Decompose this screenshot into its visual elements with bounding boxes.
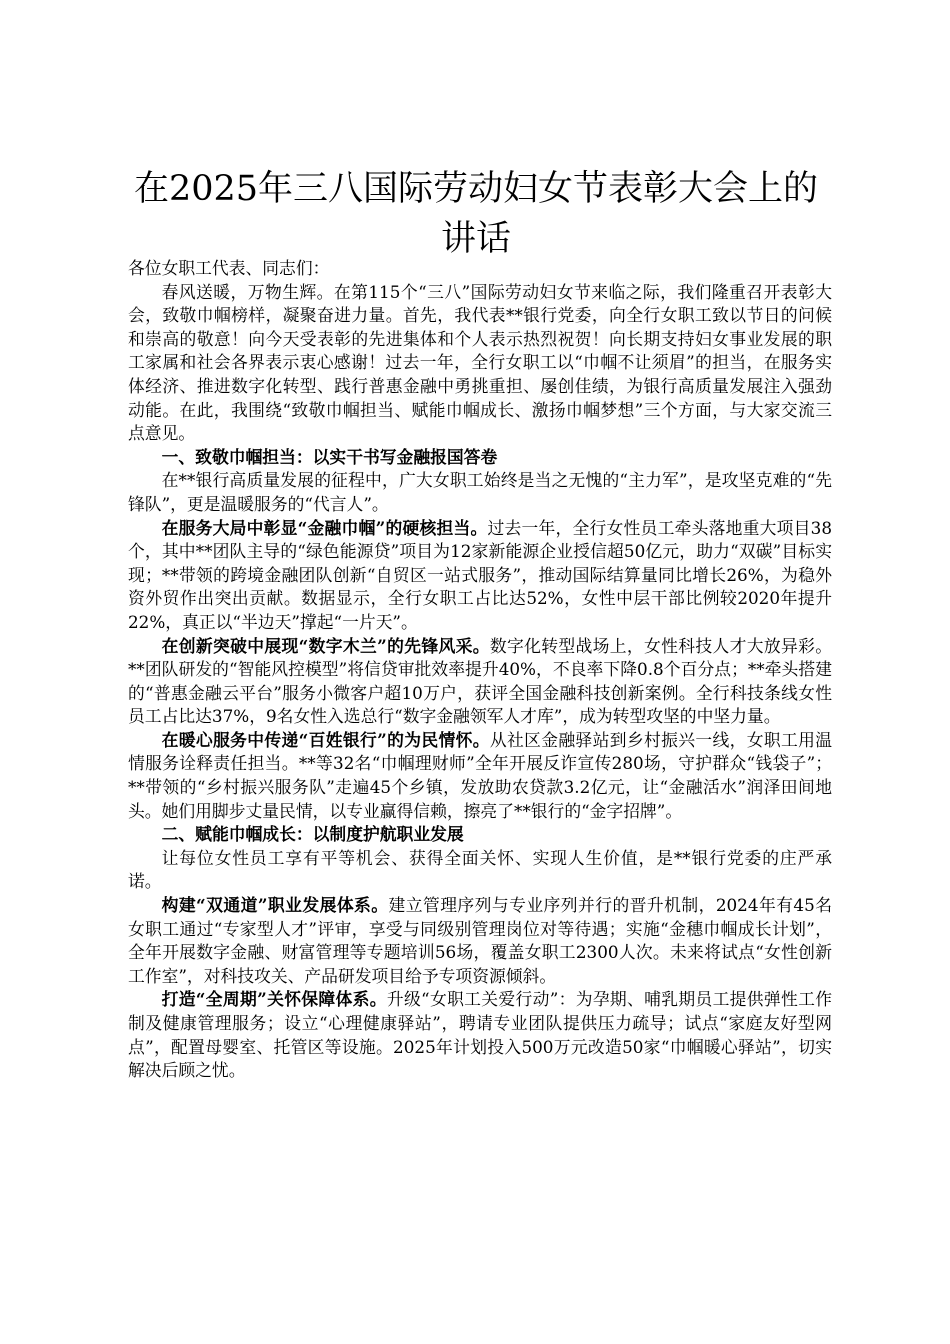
section-1-paragraph-3 — [128, 729, 832, 823]
section-2-paragraph-1 — [128, 894, 832, 988]
salutation: 各位女职工代表、同志们： — [128, 258, 330, 278]
paragraph-lead: 构建“双通道”职业发展体系。 — [161, 895, 389, 916]
paragraph-body: 升级“女职工关爱行动”：为孕期、哺乳期员工提供弹性工作制及健康管理服务；设立“心理健康驿站”，聘请专业团队提供压力疏导；试点“家庭友好型网点”，配置母婴室、托管区等设施。2025年计划投入500万元改造50家“巾帼暖心驿站”，切实解决后顾之忧。 — [128, 989, 832, 1081]
section-1-paragraph-2 — [128, 635, 832, 729]
section-2-intro: 让每位女性员工享有平等机会、获得全面关怀、实现人生价值，是**银行党委的庄严承诺。 — [128, 847, 832, 892]
section-2-paragraph-2 — [128, 988, 832, 1082]
section-heading-1: 一、致敬巾帼担当：以实干书写金融报国答卷 — [161, 446, 498, 467]
paragraph-lead: 在服务大局中彰显“金融巾帼”的硬核担当。 — [161, 517, 488, 538]
section-1-paragraph-1 — [128, 517, 832, 635]
paragraph-lead: 打造“全周期”关怀保障体系。 — [161, 989, 387, 1010]
intro-paragraph: 春风送暖，万物生辉。在第115个“三八”国际劳动妇女节来临之际，我们隆重召开表彰大会，致敬巾帼榜样，凝聚奋进力量。首先，我代表**银行党委，向全行女职工致以节日的问候和崇高的敬意！向今天受表彰的先进集体和个人表示热烈祝贺！向长期支持妇女事业发展的职工家属和社会各界表示衷心感谢！过去一年，全行女职工以“巾帼不让须眉”的担当，在服务实体经济、推进数字化转型、践行普惠金融中勇挑重担、屡创佳绩，为银行高质量发展注入强劲动能。在此，我围绕“致敬巾帼担当、赋能巾帼成长、激扬巾帼梦想”三个方面，与大家交流三点意见。 — [128, 281, 832, 444]
paragraph-body: 从社区金融驿站到乡村振兴一线，女职工用温情服务诠释责任担当。**等32名“巾帼理财师”全年开展反诈宣传280场，守护群众“钱袋子”；**带领的“乡村振兴服务队”走遍45个乡镇，发放助农贷款3.2亿元，让“金融活水”润泽田间地头。她们用脚步丈量民情，以专业赢得信赖，擦亮了**银行的“金字招牌”。 — [128, 729, 832, 821]
document-title: 在2025年三八国际劳动妇女节表彰大会上的讲话 — [133, 169, 819, 259]
section-1-intro: 在**银行高质量发展的征程中，广大女职工始终是当之无愧的“主力军”，是攻坚克难的“先锋队”，更是温暖服务的“代言人”。 — [128, 470, 832, 514]
document-body — [128, 257, 832, 1083]
paragraph-lead: 在创新突破中展现“数字木兰”的先锋风采。 — [161, 635, 490, 656]
paragraph-body: 建立管理序列与专业序列并行的晋升机制，2024年有45名女职工通过“专家型人才”评审，享受与同级别管理岗位对等待遇；实施“金穗巾帼成长计划”，全年开展数字金融、财富管理等专题培训56场，覆盖女职工2300人次。未来将试点“女性创新工作室”，对科技攻关、产品研发项目给予专项资源倾斜。 — [128, 895, 833, 986]
paragraph-lead: 在暖心服务中传递“百姓银行”的为民情怀。 — [161, 729, 490, 750]
section-heading-2: 二、赋能巾帼成长：以制度护航职业发展 — [161, 824, 464, 845]
paragraph-body: 过去一年，全行女性员工牵头落地重大项目38个，其中**团队主导的“绿色能源贷”项目为12家新能源企业授信超50亿元，助力“双碳”目标实现；**带领的跨境金融团队创新“自贸区一站式服务”，推动国际结算量同比增长26%，为稳外资外贸作出突出贡献。数据显示，全行女职工占比达52%，女性中层干部比例较2020年提升22%，真正以“半边天”撑起“一片天”。 — [128, 517, 832, 632]
paragraph-body: 数字化转型战场上，女性科技人才大放异彩。**团队研发的“智能风控模型”将信贷审批效率提升40%，不良率下降0.8个百分点；**牵头搭建的“普惠金融云平台”服务小微客户超10万户，获评全国金融科技创新案例。全行科技条线女性员工占比达37%，9名女性入选总行“数字金融领军人才库”，成为转型攻坚的中坚力量。 — [128, 635, 832, 727]
